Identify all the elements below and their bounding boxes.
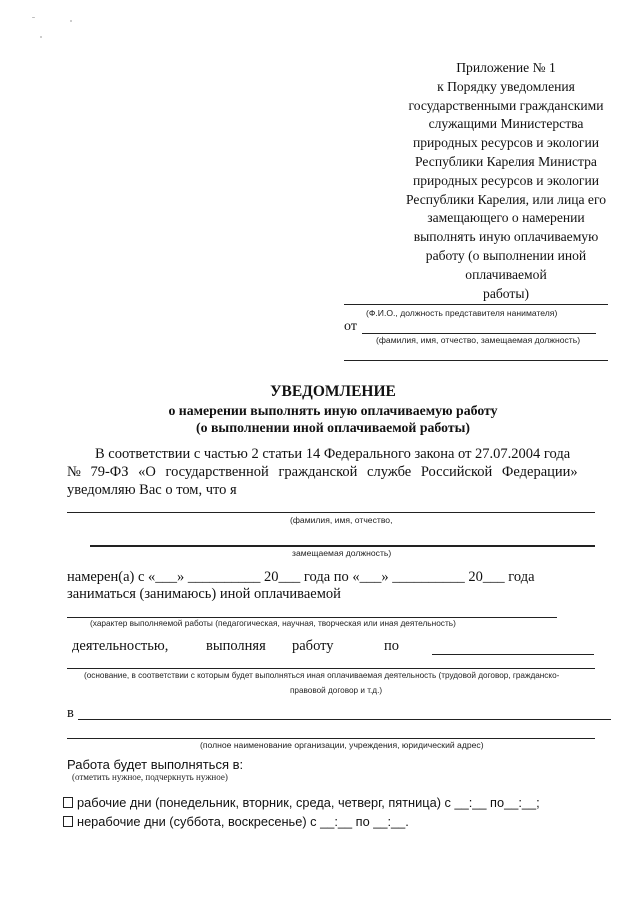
basis-hint-2: правовой договор и т.д.) — [290, 686, 383, 695]
organization-field-line[interactable] — [78, 719, 611, 720]
activity-hint: (характер выполняемой работы (педагогическая, научная, творческая или иная деятельность) — [90, 618, 456, 628]
appendix-line: государственными гражданскими — [408, 97, 604, 113]
appendix-line: служащими Министерства — [428, 116, 584, 132]
activity-line: заниматься (занимаюсь) иной оплачиваемой — [67, 586, 341, 602]
appendix-line: выполнять иную оплачиваемую — [413, 229, 599, 245]
underline-hint: (отметить нужное, подчеркнуть нужное) — [72, 772, 228, 782]
dates-line: намерен(а) с «___» __________ 20___ года по «___» __________ 20___ года — [67, 569, 535, 585]
scan-artifact — [70, 20, 72, 22]
from-field-line[interactable] — [362, 333, 596, 334]
document-subtitle-2: (о выполнении иной оплачиваемой работы) — [196, 420, 470, 435]
option-weekdays-label: рабочие дни (понедельник, вторник, среда, четверг, пятница) с __:__ по__:__; — [77, 795, 540, 810]
option-weekends-label: нерабочие дни (суббота, воскресенье) с __:__ по __:__. — [77, 814, 409, 829]
position-hint: замещаемая должность) — [292, 548, 392, 558]
appendix-line: Республики Карелия, или лица его — [405, 191, 607, 207]
activity-basis-field-line[interactable] — [432, 654, 594, 655]
paragraph-line-2: № 79-ФЗ «О государственной гражданской службе Российской Федерации» — [67, 464, 578, 480]
scan-artifact — [32, 17, 35, 18]
scan-artifact — [40, 36, 42, 38]
appendix-line: к Порядку уведомления — [437, 78, 575, 94]
document-subtitle: о намерении выполнять иную оплачиваемую работу — [168, 403, 498, 418]
checkbox-icon[interactable] — [63, 816, 73, 827]
from-label: от — [344, 319, 357, 334]
position-field-line[interactable] — [90, 545, 595, 547]
in-label: в — [67, 705, 74, 721]
by-word: по — [384, 638, 400, 654]
appendix-line: Республики Карелия Министра — [415, 153, 597, 169]
activity-word: деятельностью, — [72, 638, 169, 654]
appendix-line: природных ресурсов и экологии — [412, 135, 600, 151]
option-weekdays[interactable] — [63, 795, 540, 810]
appendix-line: Приложение № 1 — [456, 60, 556, 75]
work-place-label: Работа будет выполняться в: — [67, 757, 244, 772]
performing-word: выполняя — [206, 638, 266, 654]
from-field-line-2[interactable] — [344, 360, 608, 361]
appendix-line: работы) — [483, 285, 529, 301]
from-hint: (фамилия, имя, отчество, замещаемая должность) — [376, 335, 581, 345]
document-title: УВЕДОМЛЕНИЕ — [270, 383, 396, 400]
name-field-line[interactable] — [67, 512, 595, 513]
paragraph-line-1: В соответствии с частью 2 статьи 14 Федерального закона от 27.07.2004 года — [95, 446, 571, 462]
appendix-line: работу (о выполнении иной — [425, 247, 587, 263]
work-word: работу — [292, 638, 334, 654]
basis-field-line[interactable] — [67, 668, 595, 669]
name-hint: (фамилия, имя, отчество, — [290, 515, 393, 525]
appendix-line: оплачиваемой — [465, 266, 547, 282]
option-weekends[interactable] — [63, 814, 409, 829]
employer-field-line[interactable] — [344, 304, 608, 305]
appendix-line: природных ресурсов и экологии — [412, 172, 600, 188]
organization-field-line-2[interactable] — [67, 738, 595, 739]
organization-hint: (полное наименование организации, учреждения, юридический адрес) — [200, 740, 484, 750]
appendix-line: замещающего о намерении — [427, 210, 585, 226]
basis-hint: (основание, в соответствии с которым будет выполняться иная оплачиваемая деятельность (трудовой договор, гражданско- — [84, 671, 560, 680]
checkbox-icon[interactable] — [63, 797, 73, 808]
paragraph-line-3: уведомляю Вас о том, что я — [67, 482, 237, 498]
employer-hint: (Ф.И.О., должность представителя нанимателя) — [366, 308, 558, 318]
appendix-header — [392, 59, 620, 303]
